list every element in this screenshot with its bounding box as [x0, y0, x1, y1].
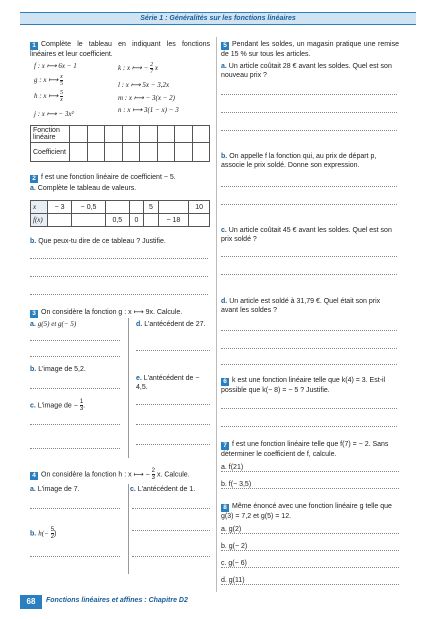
column-divider: [216, 37, 217, 592]
ex1-cell[interactable]: [70, 126, 88, 143]
ex1-cell[interactable]: [140, 143, 158, 162]
ex3-question-a: a. g(5) et g(− 5): [30, 320, 77, 328]
ex7-number: 7: [221, 442, 229, 450]
ex1-row-label-coefficient: Coefficient: [31, 143, 70, 162]
ex2-fx-value[interactable]: − 18: [158, 214, 189, 227]
answer-line[interactable]: [221, 112, 397, 113]
answer-line[interactable]: [132, 556, 210, 557]
ex1-cell[interactable]: [192, 126, 210, 143]
ex1-cell[interactable]: [157, 126, 175, 143]
ex1-cell[interactable]: [105, 126, 123, 143]
answer-line[interactable]: [132, 508, 210, 509]
ex6-statement: 6 k est une fonction linéaire telle que k(4) = 3. Est-il possible que k(− 8) = − 5 ? Justifie.: [221, 377, 386, 394]
ex1-function-g: g : x ⟼ $\frac{x}{5}$: [34, 74, 63, 87]
answer-line[interactable]: [30, 276, 208, 277]
ex2-fx-value[interactable]: [48, 214, 72, 227]
ex2-fx-value[interactable]: 0,5: [105, 214, 129, 227]
ex4-question-c: c. L'antécédent de 1.: [130, 486, 196, 493]
answer-line[interactable]: [30, 448, 120, 449]
ex8-item[interactable]: d. g(11): [221, 577, 399, 585]
ex2-row-x: [31, 201, 210, 214]
ex8-item[interactable]: a. g(2): [221, 526, 399, 534]
ex1-function-h: h : x ⟼ $\frac{5}{x}$: [34, 90, 63, 103]
answer-line[interactable]: [221, 274, 397, 275]
answer-line[interactable]: [30, 556, 120, 557]
ex2-x-label: x: [31, 201, 48, 214]
ex1-row-label-linear: Fonction linéaire: [31, 126, 70, 143]
ex4-separator: [128, 484, 129, 574]
ex2-x-value[interactable]: [158, 201, 189, 214]
series-header: Série 1 : Généralités sur les fonctions linéaires: [20, 12, 416, 25]
ex4-question-a: a. L'image de 7.: [30, 486, 80, 493]
answer-line[interactable]: [221, 330, 397, 331]
ex4-statement: 4 On considère la fonction h : x ⟼ − $\frac{2}{3}$ x. Calcule.: [30, 468, 190, 481]
ex2-question-a: a. Complète le tableau de valeurs.: [30, 185, 137, 192]
ex2-x-value[interactable]: [105, 201, 129, 214]
ex3-statement: 3 On considère la fonction g : x ⟼ 9x. Calcule.: [30, 308, 182, 318]
ex5-question-d: d. Un article est soldé à 31,79 €. Quel était son prix avant les soldes ?: [221, 298, 381, 314]
answer-line[interactable]: [30, 508, 120, 509]
ex5-question-c: c. Un article coûtait 45 € avant les soldes. Quel est son prix soldé ?: [221, 227, 392, 243]
ex7-statement: 7 f est une fonction linéaire telle que f(7) = − 2. Sans déterminer le coefficient de f, calcule.: [221, 441, 389, 458]
ex6-number: 6: [221, 378, 229, 386]
ex3-number: 3: [30, 310, 38, 318]
ex2-fx-value[interactable]: 0: [129, 214, 143, 227]
ex5-question-b: b. On appelle f la fonction qui, au prix de départ p, associe le prix soldé. Donne son expression.: [221, 153, 377, 169]
ex1-function-f: f : x ⟼ 6x − 1: [34, 62, 77, 70]
ex3-question-e: e. L'antécédent de − 4,5.: [136, 375, 200, 391]
ex2-x-value[interactable]: 10: [189, 201, 210, 214]
answer-line[interactable]: [221, 364, 397, 365]
answer-line[interactable]: [132, 530, 210, 531]
ex1-function-m: m : x ⟼ − 3(x − 2): [118, 94, 175, 102]
ex1-table-row-linear: [31, 126, 210, 143]
ex2-question-b: b. Que peux-tu dire de ce tableau ? Justifie.: [30, 238, 166, 245]
answer-line[interactable]: [30, 294, 208, 295]
ex1-function-j: j : x ⟼ − 3x²: [34, 110, 74, 118]
ex1-cell[interactable]: [87, 143, 105, 162]
ex5-question-a: a. Un article coûtait 28 € avant les soldes. Quel est son nouveau prix ?: [221, 63, 392, 79]
answer-line[interactable]: [221, 204, 397, 205]
answer-line[interactable]: [136, 424, 210, 425]
ex4-question-b: b. h(− $\frac{5}{2}$ ): [30, 527, 57, 540]
ex2-x-value[interactable]: − 3: [48, 201, 72, 214]
ex1-cell[interactable]: [192, 143, 210, 162]
ex1-cell[interactable]: [157, 143, 175, 162]
answer-line[interactable]: [221, 408, 397, 409]
ex2-fx-value[interactable]: [189, 214, 210, 227]
ex4-number: 4: [30, 472, 38, 480]
ex1-function-k: k : x ⟼ − $\frac{2}{7}$ x: [118, 62, 158, 75]
ex2-fx-value[interactable]: [72, 214, 106, 227]
ex7-item[interactable]: b. f(− 3,5): [221, 481, 399, 489]
ex1-cell[interactable]: [140, 126, 158, 143]
ex5-statement: 5 Pendant les soldes, un magasin pratique une remise de 15 % sur tous les articles.: [221, 41, 399, 58]
answer-line[interactable]: [221, 186, 397, 187]
chapter-title: Fonctions linéaires et affines : Chapitre D2: [46, 597, 188, 604]
answer-line[interactable]: [30, 258, 208, 259]
ex2-row-fx: [31, 214, 210, 227]
ex2-number: 2: [30, 175, 38, 183]
ex1-cell[interactable]: [175, 126, 193, 143]
ex3-question-b: b. L'image de 5,2.: [30, 366, 86, 373]
ex2-x-value[interactable]: [129, 201, 143, 214]
ex7-item[interactable]: a. f(21): [221, 464, 399, 472]
ex8-number: 8: [221, 504, 229, 512]
ex1-function-n: n : x ⟼ 3(1 − x) − 3: [118, 106, 179, 114]
answer-line[interactable]: [221, 94, 397, 95]
answer-line[interactable]: [221, 348, 397, 349]
ex3-question-d: d. L'antécédent de 27.: [136, 321, 206, 328]
ex2-statement: 2 f est une fonction linéaire de coefficient − 5.: [30, 174, 176, 183]
answer-line[interactable]: [136, 404, 210, 405]
answer-line[interactable]: [136, 350, 210, 351]
ex1-number: 1: [30, 42, 38, 50]
ex1-cell[interactable]: [175, 143, 193, 162]
answer-line[interactable]: [136, 444, 210, 445]
page-number: 68: [20, 595, 42, 609]
ex8-statement: 8 Même énoncé avec une fonction linéaire g telle que g(3) = 7,2 et g(5) = 12.: [221, 503, 392, 520]
ex3-question-c: c. L'image de − $\frac{1}{3}$ .: [30, 399, 86, 412]
ex2-x-value[interactable]: − 0,5: [72, 201, 106, 214]
answer-line[interactable]: [221, 426, 397, 427]
ex2-x-value[interactable]: 5: [144, 201, 158, 214]
answer-line[interactable]: [30, 356, 120, 357]
ex1-table-row-coefficient: [31, 143, 210, 162]
ex1-statement: 1 Complète le tableau en indiquant les fonctions linéaires et leur coefficient.: [30, 41, 210, 58]
ex1-cell[interactable]: [70, 143, 88, 162]
answer-line[interactable]: [221, 256, 397, 257]
answer-line[interactable]: [30, 340, 120, 341]
answer-line[interactable]: [30, 424, 120, 425]
answer-line[interactable]: [30, 388, 120, 389]
ex1-function-l: l : x ⟼ 5x − 3,2x: [118, 81, 170, 89]
ex5-number: 5: [221, 42, 229, 50]
ex8-item[interactable]: b. g(− 2): [221, 543, 399, 551]
ex1-cell[interactable]: [122, 126, 140, 143]
ex8-item[interactable]: c. g(− 6): [221, 560, 399, 568]
ex1-cell[interactable]: [87, 126, 105, 143]
ex1-cell[interactable]: [105, 143, 123, 162]
ex2-fx-value[interactable]: [144, 214, 158, 227]
ex1-table: [30, 125, 210, 162]
ex1-cell[interactable]: [122, 143, 140, 162]
page-footer: [20, 595, 230, 609]
ex3-separator: [128, 318, 129, 458]
answer-line[interactable]: [221, 130, 397, 131]
ex2-values-table: [30, 200, 210, 227]
ex2-fx-label: f(x): [31, 214, 48, 227]
